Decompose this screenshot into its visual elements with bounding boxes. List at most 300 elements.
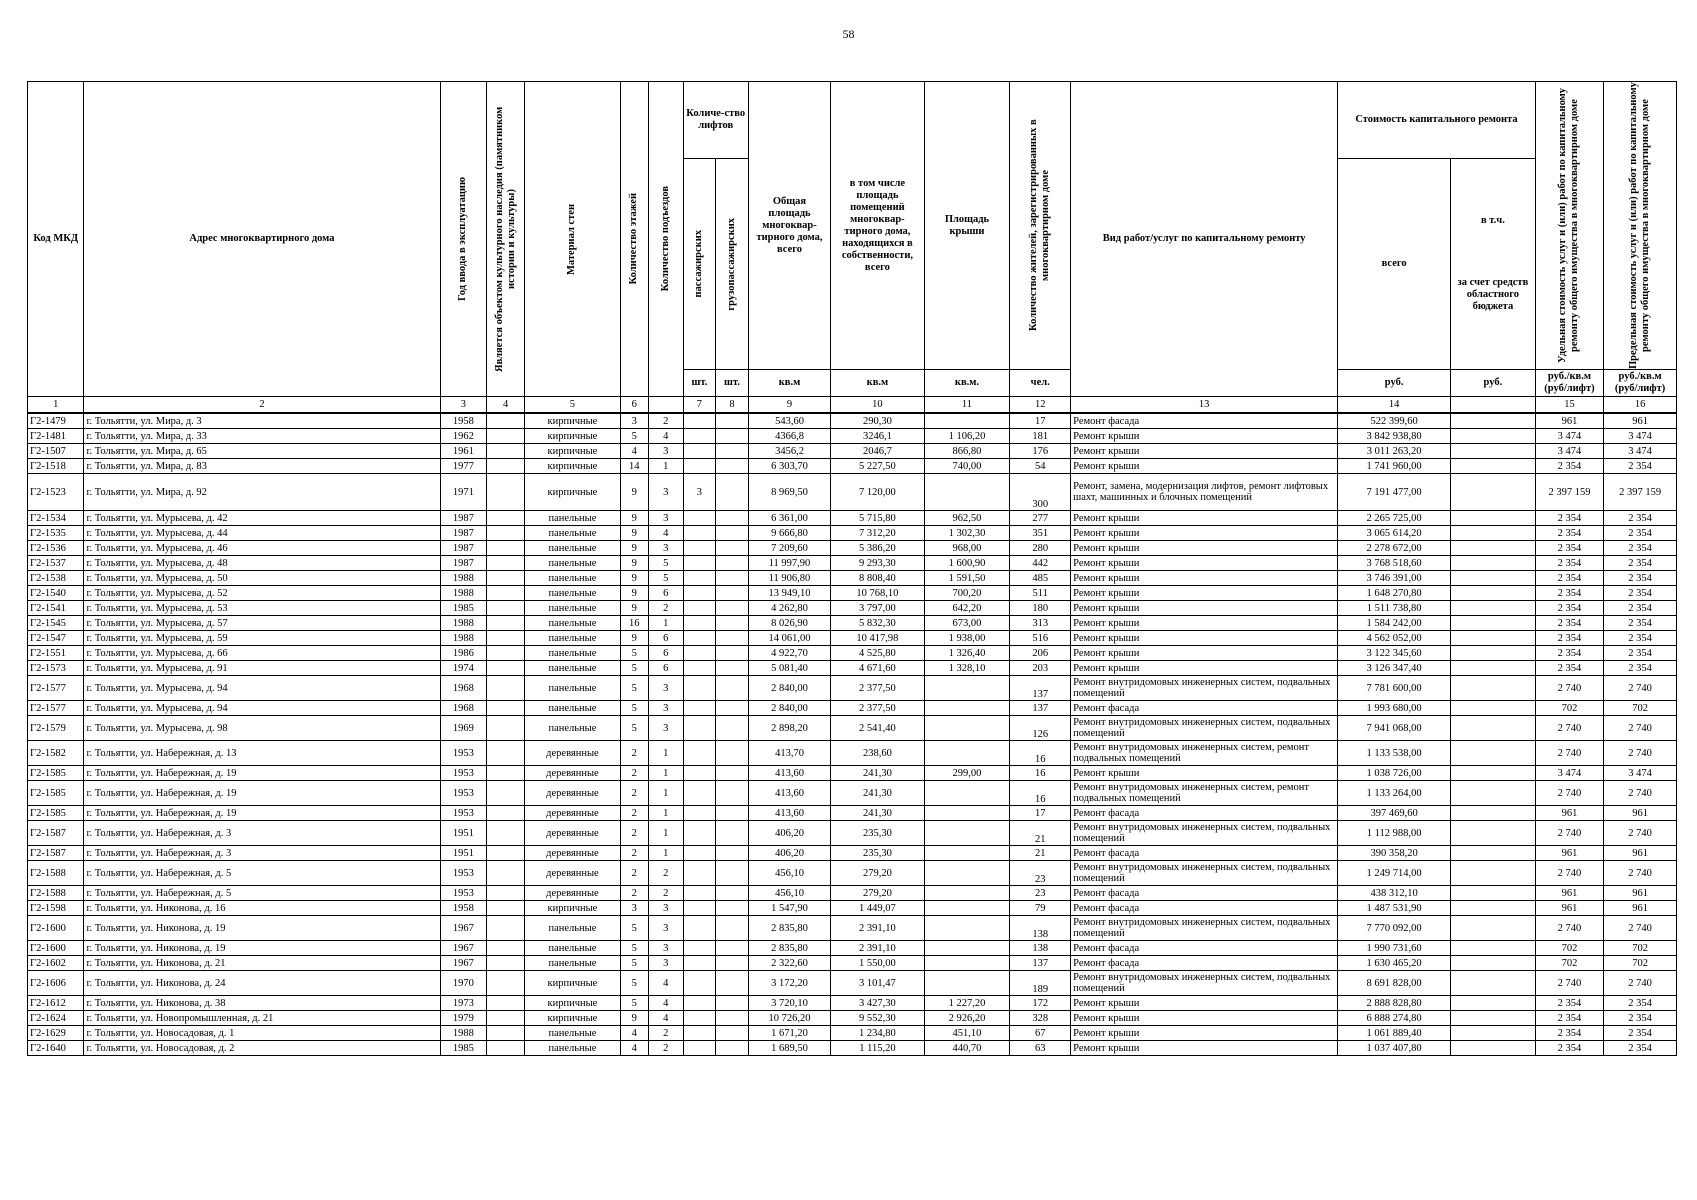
cell-unit-cost: 702	[1535, 701, 1603, 716]
cell-entrances: 4	[648, 996, 683, 1011]
cell-material: деревянные	[525, 806, 621, 821]
cell-residents: 189	[1010, 971, 1071, 996]
cell-limit-cost: 2 740	[1604, 916, 1677, 941]
column-number-row	[28, 397, 1677, 414]
cell-limit-cost: 2 740	[1604, 781, 1677, 806]
cell-total-area: 2 835,80	[748, 916, 831, 941]
cell-residents: 79	[1010, 901, 1071, 916]
table-row	[28, 444, 1677, 459]
cell-entrances: 1	[648, 846, 683, 861]
cell-address: г. Тольятти, ул. Никонова, д. 38	[84, 996, 440, 1011]
cell-limit-cost: 961	[1604, 901, 1677, 916]
cell-limit-cost: 2 354	[1604, 1041, 1677, 1056]
cell-entrances: 3	[648, 916, 683, 941]
table-row	[28, 971, 1677, 996]
cell-residents: 138	[1010, 941, 1071, 956]
cell-unit-cost: 2 354	[1535, 631, 1603, 646]
cell-address: г. Тольятти, ул. Новосадовая, д. 2	[84, 1041, 440, 1056]
cell-address: г. Тольятти, ул. Набережная, д. 13	[84, 741, 440, 766]
cell-cost-budget	[1451, 846, 1536, 861]
unit-area: кв.м	[831, 370, 924, 397]
cell-entrances: 1	[648, 821, 683, 846]
cell-unit-cost: 2 354	[1535, 459, 1603, 474]
cell-lifts-passenger	[683, 511, 716, 526]
cell-entrances: 3	[648, 676, 683, 701]
cell-roof-area: 1 302,30	[924, 526, 1010, 541]
cell-lifts-cargo	[716, 1026, 749, 1041]
cell-code: Г2-1600	[28, 941, 84, 956]
cell-lifts-passenger	[683, 971, 716, 996]
table-row	[28, 781, 1677, 806]
cell-work-type: Ремонт крыши	[1071, 1011, 1338, 1026]
cell-floors: 16	[620, 616, 648, 631]
cell-year: 1987	[440, 541, 487, 556]
cell-lifts-cargo	[716, 1041, 749, 1056]
cell-code: Г2-1537	[28, 556, 84, 571]
table-row	[28, 511, 1677, 526]
cell-heritage	[487, 429, 525, 444]
cell-total-area: 4 922,70	[748, 646, 831, 661]
cell-roof-area: 440,70	[924, 1041, 1010, 1056]
cell-year: 1987	[440, 556, 487, 571]
cell-lifts-cargo	[716, 661, 749, 676]
cell-work-type: Ремонт фасада	[1071, 413, 1338, 429]
cell-heritage	[487, 886, 525, 901]
cell-cost-total: 1 511 738,80	[1338, 601, 1451, 616]
cell-unit-cost: 2 740	[1535, 861, 1603, 886]
cell-code: Г2-1629	[28, 1026, 84, 1041]
cell-lifts-passenger	[683, 996, 716, 1011]
repair-register-table	[27, 81, 1677, 1056]
cell-cost-budget	[1451, 956, 1536, 971]
cell-year: 1951	[440, 821, 487, 846]
header-cost-group: Стоимость капитального ремонта	[1338, 82, 1536, 159]
cell-code: Г2-1587	[28, 821, 84, 846]
cell-cost-budget	[1451, 616, 1536, 631]
cell-residents: 203	[1010, 661, 1071, 676]
cell-unit-cost: 2 740	[1535, 821, 1603, 846]
cell-work-type: Ремонт фасада	[1071, 886, 1338, 901]
header-cost-budget: за счет средств областного бюджета	[1457, 277, 1529, 312]
cell-lifts-passenger	[683, 429, 716, 444]
cell-floors: 9	[620, 631, 648, 646]
cell-floors: 2	[620, 886, 648, 901]
cell-total-area: 10 726,20	[748, 1011, 831, 1026]
cell-roof-area: 1 938,00	[924, 631, 1010, 646]
cell-cost-total: 6 888 274,80	[1338, 1011, 1451, 1026]
cell-work-type: Ремонт внутридомовых инженерных систем, подвальных помещений	[1071, 971, 1338, 996]
cell-cost-budget	[1451, 586, 1536, 601]
cell-material: панельные	[525, 631, 621, 646]
cell-roof-area	[924, 701, 1010, 716]
cell-total-area: 413,60	[748, 766, 831, 781]
cell-code: Г2-1600	[28, 916, 84, 941]
cell-entrances: 4	[648, 429, 683, 444]
cell-material: панельные	[525, 526, 621, 541]
cell-material: панельные	[525, 716, 621, 741]
cell-cost-budget	[1451, 459, 1536, 474]
cell-total-area: 4 262,80	[748, 601, 831, 616]
cell-cost-budget	[1451, 676, 1536, 701]
cell-limit-cost: 2 354	[1604, 511, 1677, 526]
cell-cost-budget	[1451, 781, 1536, 806]
cell-lifts-passenger	[683, 846, 716, 861]
cell-material: кирпичные	[525, 996, 621, 1011]
table-body	[28, 413, 1677, 1056]
cell-year: 1968	[440, 676, 487, 701]
unit-per: руб./кв.м (руб/лифт)	[1604, 370, 1677, 397]
cell-entrances: 3	[648, 956, 683, 971]
cell-owned-area: 2046,7	[831, 444, 924, 459]
table-row	[28, 631, 1677, 646]
cell-cost-budget	[1451, 571, 1536, 586]
cell-total-area: 5 081,40	[748, 661, 831, 676]
cell-floors: 5	[620, 701, 648, 716]
cell-lifts-passenger	[683, 571, 716, 586]
cell-lifts-passenger	[683, 821, 716, 846]
cell-owned-area: 2 391,10	[831, 916, 924, 941]
cell-address: г. Тольятти, ул. Мурысева, д. 46	[84, 541, 440, 556]
cell-year: 1967	[440, 956, 487, 971]
cell-material: кирпичные	[525, 1011, 621, 1026]
cell-unit-cost: 2 354	[1535, 586, 1603, 601]
cell-residents: 17	[1010, 806, 1071, 821]
cell-owned-area: 290,30	[831, 413, 924, 429]
cell-floors: 4	[620, 1041, 648, 1056]
cell-owned-area: 241,30	[831, 766, 924, 781]
cell-lifts-cargo	[716, 806, 749, 821]
column-number: 7	[683, 397, 716, 414]
cell-code: Г2-1640	[28, 1041, 84, 1056]
cell-entrances: 2	[648, 601, 683, 616]
table-row	[28, 956, 1677, 971]
cell-year: 1958	[440, 413, 487, 429]
cell-code: Г2-1541	[28, 601, 84, 616]
table-row	[28, 601, 1677, 616]
cell-floors: 9	[620, 556, 648, 571]
unit-rub: руб.	[1451, 370, 1536, 397]
cell-unit-cost: 2 354	[1535, 556, 1603, 571]
cell-total-area: 2 322,60	[748, 956, 831, 971]
cell-code: Г2-1587	[28, 846, 84, 861]
cell-year: 1977	[440, 459, 487, 474]
cell-total-area: 3 720,10	[748, 996, 831, 1011]
cell-residents: 126	[1010, 716, 1071, 741]
header-year: Год ввода в эксплуатацию	[457, 176, 469, 302]
cell-total-area: 1 671,20	[748, 1026, 831, 1041]
cell-code: Г2-1538	[28, 571, 84, 586]
cell-address: г. Тольятти, ул. Мурысева, д. 52	[84, 586, 440, 601]
cell-residents: 16	[1010, 781, 1071, 806]
cell-total-area: 7 209,60	[748, 541, 831, 556]
cell-code: Г2-1547	[28, 631, 84, 646]
cell-work-type: Ремонт фасада	[1071, 846, 1338, 861]
cell-lifts-passenger	[683, 916, 716, 941]
cell-residents: 328	[1010, 1011, 1071, 1026]
header-residents: Количество жителей, зарегистрированных в многоквартирном доме	[1028, 119, 1052, 332]
cell-floors: 3	[620, 413, 648, 429]
cell-code: Г2-1585	[28, 766, 84, 781]
cell-cost-total: 1 249 714,00	[1338, 861, 1451, 886]
cell-work-type: Ремонт крыши	[1071, 996, 1338, 1011]
cell-year: 1979	[440, 1011, 487, 1026]
cell-cost-total: 1 584 242,00	[1338, 616, 1451, 631]
cell-heritage	[487, 806, 525, 821]
cell-unit-cost: 961	[1535, 846, 1603, 861]
table-row	[28, 616, 1677, 631]
cell-work-type: Ремонт фасада	[1071, 956, 1338, 971]
cell-heritage	[487, 616, 525, 631]
cell-lifts-passenger	[683, 459, 716, 474]
cell-heritage	[487, 861, 525, 886]
header-code: Код МКД	[28, 82, 84, 397]
cell-total-area: 2 840,00	[748, 676, 831, 701]
cell-material: кирпичные	[525, 413, 621, 429]
cell-unit-cost: 3 474	[1535, 766, 1603, 781]
cell-lifts-cargo	[716, 459, 749, 474]
cell-cost-budget	[1451, 861, 1536, 886]
cell-total-area: 2 835,80	[748, 941, 831, 956]
cell-floors: 9	[620, 1011, 648, 1026]
table-row	[28, 821, 1677, 846]
cell-roof-area: 673,00	[924, 616, 1010, 631]
cell-unit-cost: 2 354	[1535, 996, 1603, 1011]
cell-unit-cost: 702	[1535, 956, 1603, 971]
cell-cost-total: 7 781 600,00	[1338, 676, 1451, 701]
cell-owned-area: 7 120,00	[831, 474, 924, 511]
cell-cost-total: 522 399,60	[1338, 413, 1451, 429]
cell-cost-budget	[1451, 1026, 1536, 1041]
cell-heritage	[487, 646, 525, 661]
cell-lifts-cargo	[716, 616, 749, 631]
header-roof-area: Площадь крыши	[924, 82, 1010, 370]
cell-limit-cost: 3 474	[1604, 429, 1677, 444]
cell-address: г. Тольятти, ул. Никонова, д. 19	[84, 916, 440, 941]
cell-material: деревянные	[525, 741, 621, 766]
cell-residents: 172	[1010, 996, 1071, 1011]
cell-owned-area: 1 234,80	[831, 1026, 924, 1041]
cell-year: 1953	[440, 741, 487, 766]
cell-lifts-passenger	[683, 1011, 716, 1026]
cell-limit-cost: 3 474	[1604, 766, 1677, 781]
cell-material: деревянные	[525, 766, 621, 781]
cell-heritage	[487, 511, 525, 526]
cell-unit-cost: 2 354	[1535, 661, 1603, 676]
cell-unit-cost: 2 354	[1535, 1041, 1603, 1056]
cell-code: Г2-1523	[28, 474, 84, 511]
cell-work-type: Ремонт крыши	[1071, 526, 1338, 541]
table-row	[28, 846, 1677, 861]
cell-total-area: 413,70	[748, 741, 831, 766]
table-row	[28, 806, 1677, 821]
unit-pcs: шт.	[683, 370, 716, 397]
cell-floors: 2	[620, 861, 648, 886]
table-row	[28, 474, 1677, 511]
cell-floors: 2	[620, 766, 648, 781]
cell-address: г. Тольятти, ул. Мурысева, д. 98	[84, 716, 440, 741]
cell-total-area: 2 898,20	[748, 716, 831, 741]
cell-owned-area: 235,30	[831, 846, 924, 861]
cell-limit-cost: 2 740	[1604, 716, 1677, 741]
cell-entrances: 3	[648, 901, 683, 916]
cell-address: г. Тольятти, ул. Мурысева, д. 94	[84, 676, 440, 701]
header-total-area: Общая площадь многоквар-тирного дома, всего	[748, 82, 831, 370]
cell-cost-budget	[1451, 526, 1536, 541]
cell-cost-total: 1 487 531,90	[1338, 901, 1451, 916]
cell-address: г. Тольятти, ул. Мира, д. 65	[84, 444, 440, 459]
cell-floors: 4	[620, 1026, 648, 1041]
cell-entrances: 2	[648, 1026, 683, 1041]
cell-owned-area: 1 550,00	[831, 956, 924, 971]
cell-cost-total: 3 126 347,40	[1338, 661, 1451, 676]
cell-work-type: Ремонт фасада	[1071, 806, 1338, 821]
cell-lifts-cargo	[716, 781, 749, 806]
cell-address: г. Тольятти, ул. Мурысева, д. 53	[84, 601, 440, 616]
cell-lifts-passenger	[683, 413, 716, 429]
cell-owned-area: 9 552,30	[831, 1011, 924, 1026]
cell-cost-budget	[1451, 901, 1536, 916]
cell-roof-area: 962,50	[924, 511, 1010, 526]
table-row	[28, 676, 1677, 701]
cell-entrances: 3	[648, 511, 683, 526]
cell-cost-budget	[1451, 766, 1536, 781]
cell-floors: 5	[620, 661, 648, 676]
cell-cost-budget	[1451, 971, 1536, 996]
cell-limit-cost: 2 354	[1604, 631, 1677, 646]
cell-limit-cost: 961	[1604, 846, 1677, 861]
cell-roof-area	[924, 916, 1010, 941]
cell-owned-area: 9 293,30	[831, 556, 924, 571]
cell-address: г. Тольятти, ул. Набережная, д. 5	[84, 861, 440, 886]
cell-limit-cost: 2 740	[1604, 676, 1677, 701]
cell-material: панельные	[525, 661, 621, 676]
cell-year: 1953	[440, 781, 487, 806]
cell-heritage	[487, 526, 525, 541]
table-row	[28, 571, 1677, 586]
cell-roof-area: 1 227,20	[924, 996, 1010, 1011]
cell-lifts-passenger	[683, 541, 716, 556]
cell-entrances: 2	[648, 413, 683, 429]
cell-residents: 23	[1010, 886, 1071, 901]
cell-floors: 5	[620, 996, 648, 1011]
cell-entrances: 1	[648, 459, 683, 474]
cell-work-type: Ремонт внутридомовых инженерных систем, подвальных помещений	[1071, 676, 1338, 701]
cell-material: панельные	[525, 586, 621, 601]
cell-lifts-passenger	[683, 661, 716, 676]
header-cost-total: всего	[1338, 159, 1451, 370]
cell-material: деревянные	[525, 846, 621, 861]
unit-rub: руб.	[1338, 370, 1451, 397]
cell-cost-total: 7 770 092,00	[1338, 916, 1451, 941]
cell-lifts-passenger	[683, 941, 716, 956]
cell-cost-total: 438 312,10	[1338, 886, 1451, 901]
cell-work-type: Ремонт внутридомовых инженерных систем, подвальных помещений	[1071, 821, 1338, 846]
cell-total-area: 6 361,00	[748, 511, 831, 526]
header-entrances: Количество подъездов	[659, 186, 671, 292]
cell-work-type: Ремонт крыши	[1071, 661, 1338, 676]
cell-roof-area: 642,20	[924, 601, 1010, 616]
cell-cost-budget	[1451, 741, 1536, 766]
cell-lifts-cargo	[716, 511, 749, 526]
cell-lifts-cargo	[716, 429, 749, 444]
cell-address: г. Тольятти, ул. Мурысева, д. 91	[84, 661, 440, 676]
cell-lifts-passenger	[683, 901, 716, 916]
cell-floors: 5	[620, 916, 648, 941]
cell-cost-total: 3 011 263,20	[1338, 444, 1451, 459]
cell-work-type: Ремонт крыши	[1071, 586, 1338, 601]
cell-address: г. Тольятти, ул. Мурысева, д. 42	[84, 511, 440, 526]
cell-code: Г2-1535	[28, 526, 84, 541]
table-row	[28, 996, 1677, 1011]
cell-year: 1953	[440, 766, 487, 781]
cell-lifts-cargo	[716, 631, 749, 646]
cell-total-area: 3 172,20	[748, 971, 831, 996]
cell-owned-area: 235,30	[831, 821, 924, 846]
cell-floors: 2	[620, 846, 648, 861]
cell-work-type: Ремонт крыши	[1071, 511, 1338, 526]
cell-cost-total: 3 768 518,60	[1338, 556, 1451, 571]
cell-address: г. Тольятти, ул. Набережная, д. 5	[84, 886, 440, 901]
cell-roof-area: 299,00	[924, 766, 1010, 781]
cell-year: 1985	[440, 601, 487, 616]
table-row	[28, 766, 1677, 781]
cell-owned-area: 2 391,10	[831, 941, 924, 956]
cell-total-area: 456,10	[748, 886, 831, 901]
cell-work-type: Ремонт крыши	[1071, 646, 1338, 661]
cell-residents: 63	[1010, 1041, 1071, 1056]
cell-work-type: Ремонт крыши	[1071, 616, 1338, 631]
cell-total-area: 406,20	[748, 846, 831, 861]
cell-floors: 5	[620, 716, 648, 741]
cell-heritage	[487, 766, 525, 781]
cell-entrances: 2	[648, 1041, 683, 1056]
cell-heritage	[487, 459, 525, 474]
cell-roof-area: 1 328,10	[924, 661, 1010, 676]
cell-cost-total: 3 842 938,80	[1338, 429, 1451, 444]
column-number: 2	[84, 397, 440, 414]
cell-floors: 2	[620, 806, 648, 821]
cell-cost-total: 1 112 988,00	[1338, 821, 1451, 846]
cell-residents: 67	[1010, 1026, 1071, 1041]
cell-unit-cost: 961	[1535, 901, 1603, 916]
cell-limit-cost: 2 354	[1604, 646, 1677, 661]
cell-entrances: 4	[648, 971, 683, 996]
cell-roof-area: 1 326,40	[924, 646, 1010, 661]
cell-limit-cost: 2 740	[1604, 741, 1677, 766]
cell-material: панельные	[525, 941, 621, 956]
cell-heritage	[487, 916, 525, 941]
cell-heritage	[487, 901, 525, 916]
cell-heritage	[487, 741, 525, 766]
cell-material: панельные	[525, 956, 621, 971]
cell-material: панельные	[525, 616, 621, 631]
cell-entrances: 3	[648, 474, 683, 511]
cell-work-type: Ремонт фасада	[1071, 701, 1338, 716]
cell-address: г. Тольятти, ул. Никонова, д. 19	[84, 941, 440, 956]
cell-owned-area: 2 541,40	[831, 716, 924, 741]
cell-cost-total: 1 038 726,00	[1338, 766, 1451, 781]
cell-cost-budget	[1451, 646, 1536, 661]
header-material: Материал стен	[566, 203, 578, 275]
cell-lifts-passenger	[683, 631, 716, 646]
cell-total-area: 8 026,90	[748, 616, 831, 631]
cell-total-area: 456,10	[748, 861, 831, 886]
cell-cost-total: 3 122 345,60	[1338, 646, 1451, 661]
cell-roof-area: 1 600,90	[924, 556, 1010, 571]
cell-residents: 300	[1010, 474, 1071, 511]
cell-material: панельные	[525, 1041, 621, 1056]
column-number	[648, 397, 683, 414]
